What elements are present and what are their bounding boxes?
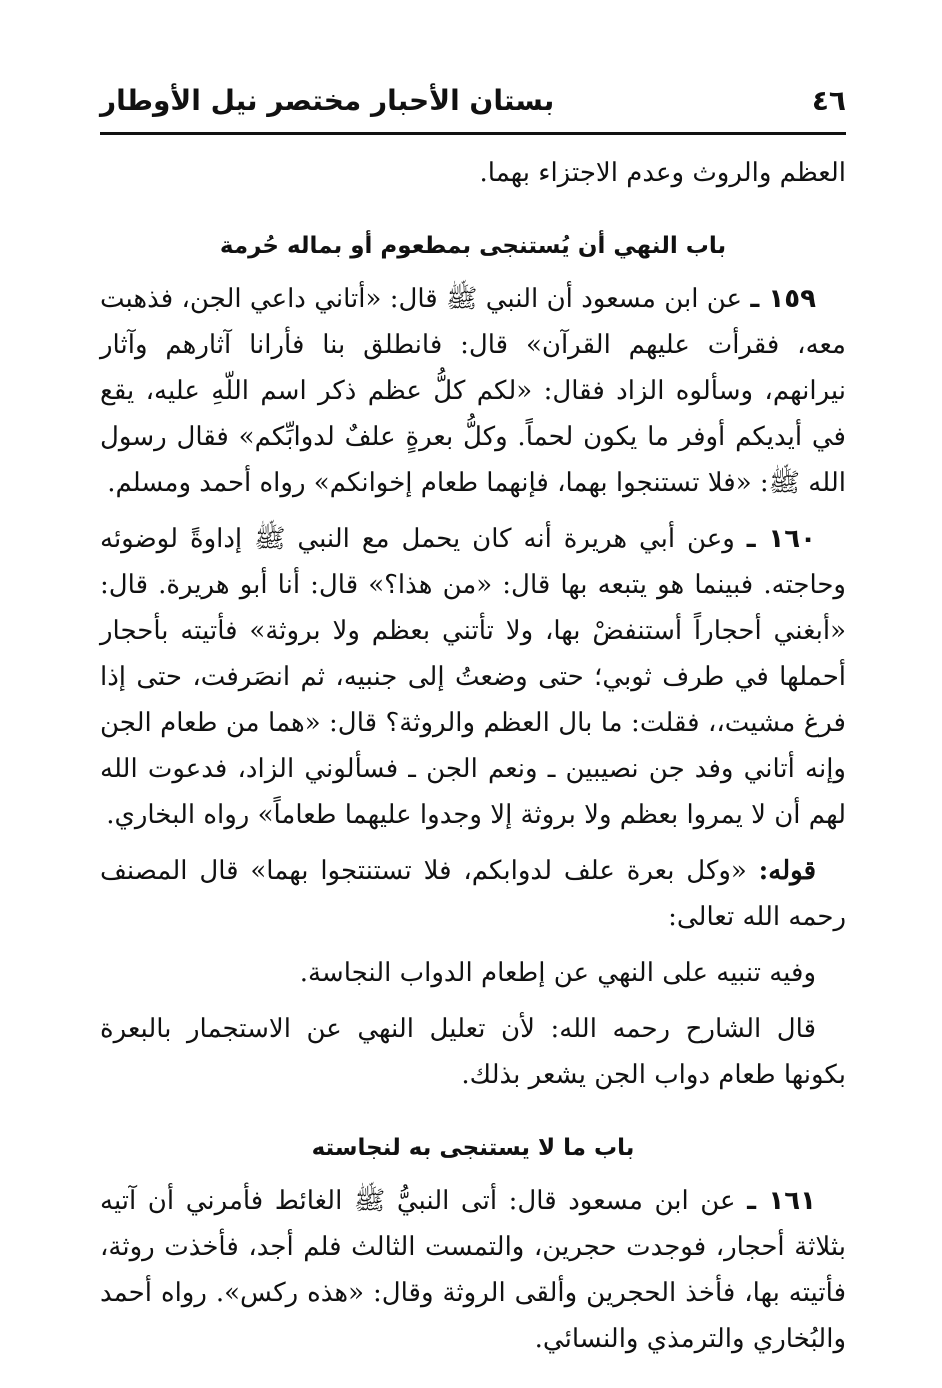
- hadith-161: [100, 1178, 846, 1362]
- hadith-text: عن ابن مسعود قال: أتى النبيُّ ﷺ الغائط فأمرني أن آتيه بثلاثة أحجار، فوجدت حجرين، والتمست الثالث فلم أجد، فأخذت روثة، فأتيته بها، فأخذ الحجرين وألقى الروثة وقال: «هذه ركس». رواه أحمد والبُخاري والترمذي والنسائي.: [100, 1186, 846, 1354]
- page-header: [100, 78, 846, 130]
- hadith-number: ١٥٩ ـ: [750, 284, 817, 314]
- hadith-160: [100, 516, 846, 838]
- page-number: ٤٦: [811, 84, 846, 117]
- qawluh-label: قوله:: [758, 856, 816, 886]
- commentary-sharih: قال الشارح رحمه الله: لأن تعليل النهي عن الاستجمار بالبعرة بكونها طعام دواب الجن يشعر بذلك.: [100, 1014, 846, 1090]
- qawluh-text: «وكل بعرة علف لدوابكم، فلا تستنتجوا بهما» قال المصنف رحمه الله تعالى:: [100, 856, 846, 932]
- section-title-2: باب ما لا يستنجى به لنجاسته: [311, 1135, 635, 1161]
- running-title: بستان الأحبار مختصر نيل الأوطار: [100, 84, 555, 117]
- header-divider: [100, 132, 846, 135]
- commentary-note: وفيه تنبيه على النهي عن إطعام الدواب النجاسة.: [299, 958, 816, 988]
- hadith-number: ١٦١ ـ: [747, 1186, 817, 1216]
- hadith-text: عن ابن مسعود أن النبي ﷺ قال: «أتاني داعي الجن، فذهبت معه، فقرأت عليهم القرآن» قال: فانطلق بنا فأرانا آثارهم وآثار نيرانهم، وسألوه الزاد فقال: «لكم كلُّ عظم ذكر اسم اللّهِ عليه، يقع في أيديكم أوفر ما يكون لحماً. وكلُّ بعرةٍ علفٌ لدوابِّكم» فقال رسول الله ﷺ: «فلا تستنجوا بهما، فإنهما طعام إخوانكم» رواه أحمد ومسلم.: [100, 284, 846, 498]
- hadith-text: وعن أبي هريرة أنه كان يحمل مع النبي ﷺ إداوةً لوضوئه وحاجته. فبينما هو يتبعه بها قال: «من هذا؟» قال: أنا أبو هريرة. قال: «أبغني أحجاراً أستنفضْ بها، ولا تأتني بعظم ولا بروثة» فأتيته بأحجار أحملها في طرف ثوبي؛ حتى وضعتُ إلى جنبيه، ثم انصَرفت، حتى إذا فرغ مشيت،، فقلت: ما بال العظم والروثة؟ قال: «هما من طعام الجن وإنه أتاني وفد جن نصيبين ـ ونعم الجن ـ فسألوني الزاد، فدعوت الله لهم أن لا يمروا بعظم ولا بروثة إلا وجدوا عليهما طعاماً» رواه البخاري.: [100, 524, 846, 830]
- hadith-159: [100, 276, 846, 506]
- section-title-1: باب النهي أن يُستنجى بمطعوم أو بماله حُرمة: [219, 233, 727, 259]
- commentary-qawluh: [100, 848, 846, 940]
- hadith-number: ١٦٠ ـ: [746, 524, 816, 554]
- intro-line: العظم والروث وعدم الاجتزاء بهما.: [479, 158, 846, 188]
- page-body: [100, 150, 846, 1362]
